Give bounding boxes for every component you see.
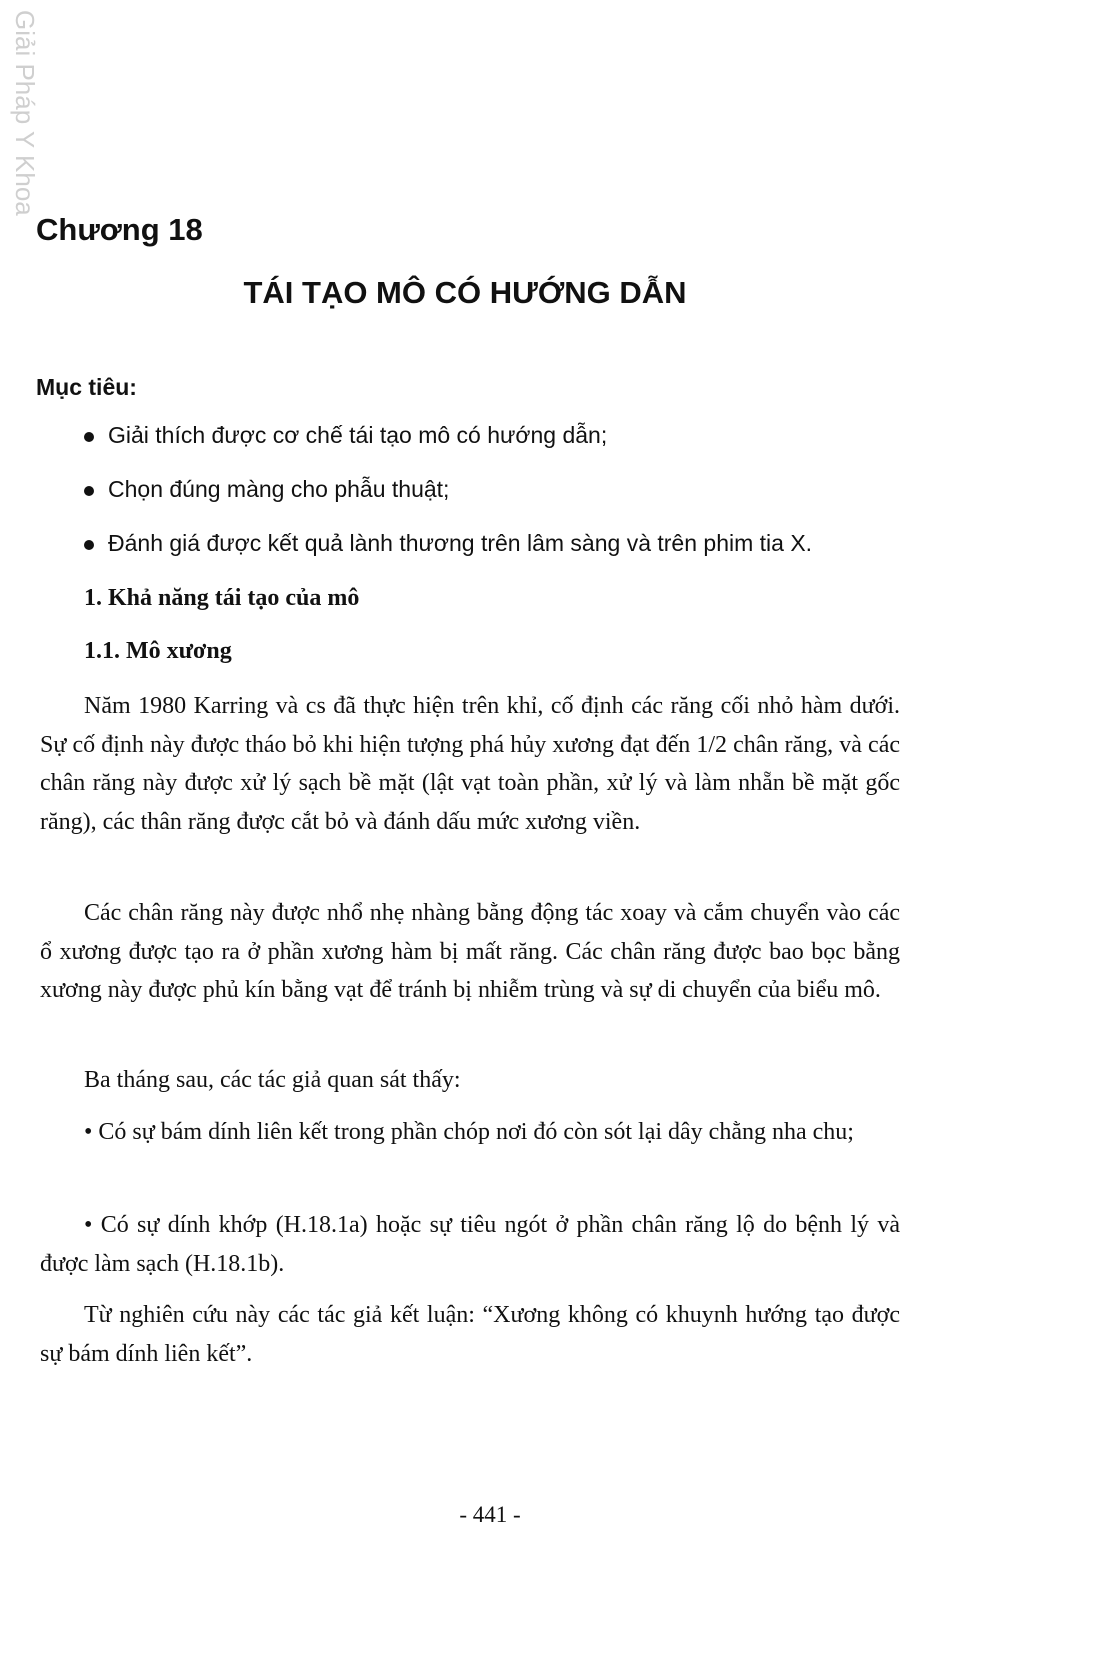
paragraph-3: Ba tháng sau, các tác giả quan sát thấy: (84, 1067, 461, 1093)
watermark-text: Giải Pháp Y Khoa (10, 10, 40, 216)
list-item (84, 530, 812, 584)
paragraph-4: Từ nghiên cứu này các tác giả kết luận: “Xương không có khuynh hướng tạo được sự bám dính liên kết”. (40, 1302, 900, 1367)
bullet-icon (84, 486, 94, 496)
objective-text: Chọn đúng màng cho phẫu thuật; (108, 476, 450, 502)
paragraph-2: Các chân răng này được nhổ nhẹ nhàng bằng động tác xoay và cắm chuyển vào các ổ xương được tạo ra ở phần xương hàm bị mất răng. Các chân răng được bao bọc bằng xương này được phủ kín bằng vạt để tránh bị nhiễm trùng và sự di chuyển của biểu mô. (40, 900, 900, 1003)
chapter-label: Chương 18 (36, 212, 203, 247)
bullet-icon (84, 432, 94, 442)
list-item (84, 422, 812, 476)
bullet-paragraph-1: • Có sự bám dính liên kết trong phần chóp nơi đó còn sót lại dây chằng nha chu; (84, 1119, 854, 1145)
section-heading-1-1: 1.1. Mô xương (84, 638, 232, 664)
objectives-list (84, 422, 812, 584)
list-item (84, 476, 812, 530)
paragraph-1: Năm 1980 Karring và cs đã thực hiện trên khỉ, cố định các răng cối nhỏ hàm dưới. Sự cố định này được tháo bỏ khi hiện tượng phá hủy xương đạt đến 1/2 chân răng, và các chân răng này được xử lý sạch bề mặt (lật vạt toàn phần, xử lý và làm nhẵn bề mặt gốc răng), các thân răng được cắt bỏ và đánh dấu mức xương viền. (40, 693, 900, 835)
bullet-icon (84, 540, 94, 550)
objectives-heading: Mục tiêu: (36, 374, 137, 400)
objective-text: Đánh giá được kết quả lành thương trên lâm sàng và trên phim tia X. (108, 530, 813, 556)
chapter-title: TÁI TẠO MÔ CÓ HƯỚNG DẪN (243, 275, 687, 310)
bullet-paragraph-2: • Có sự dính khớp (H.18.1a) hoặc sự tiêu ngót ở phần chân răng lộ do bệnh lý và được làm sạch (H.18.1b). (40, 1212, 900, 1277)
page-number: - 441 - (459, 1502, 521, 1527)
section-heading-1: 1. Khả năng tái tạo của mô (84, 585, 360, 611)
objective-text: Giải thích được cơ chế tái tạo mô có hướng dẫn; (108, 422, 608, 448)
